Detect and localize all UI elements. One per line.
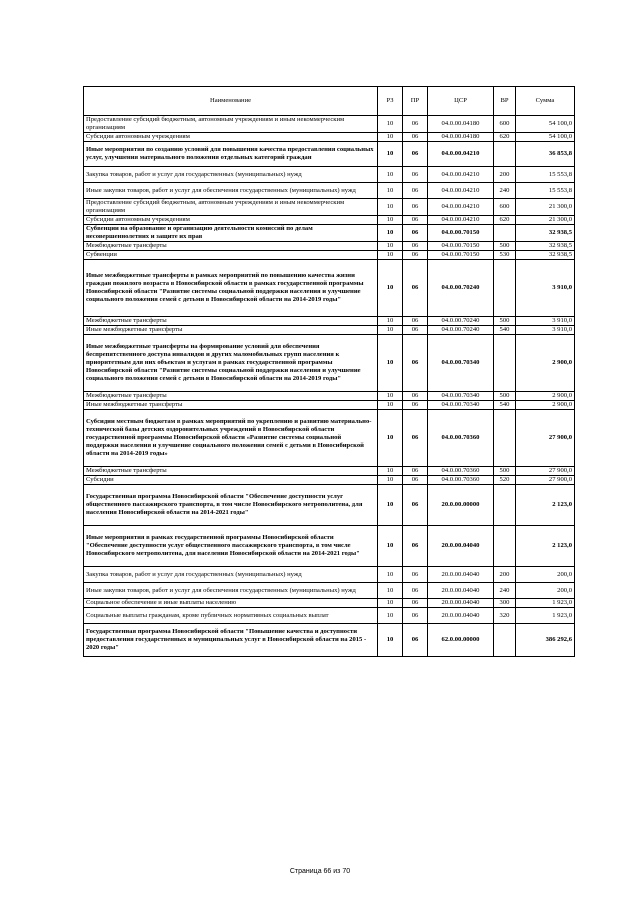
cell-sum: 3 910,0 <box>516 317 575 326</box>
table-row <box>84 116 575 133</box>
cell-rz: 10 <box>378 608 403 624</box>
table-row <box>84 485 575 526</box>
cell-vr: 540 <box>494 401 516 410</box>
cell-rz: 10 <box>378 216 403 225</box>
cell-csr: 04.0.00.04210 <box>428 142 494 167</box>
cell-name: Субсидии автономным учреждениям <box>84 216 378 225</box>
cell-pr: 06 <box>403 216 428 225</box>
header-csr: ЦСР <box>428 87 494 116</box>
cell-pr: 06 <box>403 583 428 599</box>
cell-pr: 06 <box>403 624 428 657</box>
cell-pr: 06 <box>403 485 428 526</box>
cell-name: Межбюджетные трансферты <box>84 317 378 326</box>
cell-vr: 200 <box>494 567 516 583</box>
cell-rz: 10 <box>378 142 403 167</box>
cell-vr: 500 <box>494 242 516 251</box>
cell-csr: 04.0.00.70360 <box>428 467 494 476</box>
table-row <box>84 401 575 410</box>
cell-csr: 04.0.00.04180 <box>428 116 494 133</box>
table-row <box>84 167 575 183</box>
cell-vr: 520 <box>494 476 516 485</box>
cell-csr: 04.0.00.70360 <box>428 476 494 485</box>
cell-csr: 04.0.00.70150 <box>428 251 494 260</box>
cell-vr: 500 <box>494 317 516 326</box>
cell-csr: 20.0.00.00000 <box>428 485 494 526</box>
cell-sum: 3 910,0 <box>516 326 575 335</box>
cell-vr <box>494 335 516 392</box>
cell-name: Субсидии <box>84 476 378 485</box>
cell-sum: 2 123,0 <box>516 485 575 526</box>
header-rz: РЗ <box>378 87 403 116</box>
cell-pr: 06 <box>403 142 428 167</box>
cell-rz: 10 <box>378 392 403 401</box>
budget-table <box>83 86 575 657</box>
cell-vr <box>494 225 516 242</box>
table-row <box>84 599 575 608</box>
cell-csr: 04.0.00.04210 <box>428 199 494 216</box>
cell-name: Субвенции на образование и организацию деятельности комиссий по делам несовершеннолетних и защите их прав <box>84 225 378 242</box>
cell-csr: 04.0.00.04210 <box>428 216 494 225</box>
cell-rz: 10 <box>378 242 403 251</box>
table-row <box>84 476 575 485</box>
table-row <box>84 133 575 142</box>
table-row <box>84 392 575 401</box>
cell-csr: 20.0.00.04040 <box>428 583 494 599</box>
cell-rz: 10 <box>378 199 403 216</box>
cell-sum: 386 292,6 <box>516 624 575 657</box>
cell-rz: 10 <box>378 326 403 335</box>
table-row <box>84 410 575 467</box>
table-row <box>84 608 575 624</box>
cell-pr: 06 <box>403 167 428 183</box>
cell-csr: 62.0.00.00000 <box>428 624 494 657</box>
cell-csr: 04.0.00.70240 <box>428 317 494 326</box>
cell-pr: 06 <box>403 608 428 624</box>
cell-sum: 200,0 <box>516 583 575 599</box>
cell-pr: 06 <box>403 476 428 485</box>
cell-pr: 06 <box>403 317 428 326</box>
cell-pr: 06 <box>403 526 428 567</box>
cell-vr: 540 <box>494 326 516 335</box>
cell-pr: 06 <box>403 410 428 467</box>
cell-rz: 10 <box>378 133 403 142</box>
cell-pr: 06 <box>403 326 428 335</box>
table-row <box>84 199 575 216</box>
cell-pr: 06 <box>403 225 428 242</box>
cell-rz: 10 <box>378 467 403 476</box>
cell-name: Государственная программа Новосибирской области "Обеспечение доступности услуг общественного пассажирского транспорта, в том числе Новосибирского метрополитена, для населения Новосибирской области на 2014-2021 годы" <box>84 485 378 526</box>
cell-csr: 20.0.00.04040 <box>428 567 494 583</box>
cell-pr: 06 <box>403 567 428 583</box>
cell-csr: 20.0.00.04040 <box>428 599 494 608</box>
cell-pr: 06 <box>403 199 428 216</box>
cell-rz: 10 <box>378 583 403 599</box>
cell-rz: 10 <box>378 116 403 133</box>
cell-name: Иные межбюджетные трансферты в рамках мероприятий по повышению качества жизни граждан пожилого возраста в Новосибирской области в рамках государственной программы Новосибирской области "Развитие системы социальной поддержки населения и улучшение социального положения семей с детьми в Новосибирской области на 2014-2019 годы" <box>84 260 378 317</box>
cell-sum: 15 553,8 <box>516 167 575 183</box>
cell-pr: 06 <box>403 133 428 142</box>
table-row <box>84 183 575 199</box>
table-row <box>84 624 575 657</box>
table-row <box>84 326 575 335</box>
cell-csr: 04.0.00.04210 <box>428 167 494 183</box>
cell-name: Иные мероприятия по созданию условий для повышения качества предоставления социальных услуг, улучшения материального положения отдельных категорий граждан <box>84 142 378 167</box>
cell-name: Межбюджетные трансферты <box>84 467 378 476</box>
table-row <box>84 142 575 167</box>
cell-csr: 04.0.00.70340 <box>428 401 494 410</box>
cell-name: Субсидии местным бюджетам в рамках мероприятий по укреплению и развитию материально-технической базы детских оздоровительных учреждений в Новосибирской области государственной программы Новосибирской области «Развитие системы социальной поддержки населения и улучшение социального положения семей с детьми в Новосибирской области на 2014-2019 годы» <box>84 410 378 467</box>
cell-csr: 04.0.00.70360 <box>428 410 494 467</box>
cell-pr: 06 <box>403 599 428 608</box>
cell-vr <box>494 624 516 657</box>
table-row <box>84 216 575 225</box>
cell-vr: 240 <box>494 183 516 199</box>
cell-vr: 500 <box>494 467 516 476</box>
cell-name: Субвенции <box>84 251 378 260</box>
cell-pr: 06 <box>403 467 428 476</box>
cell-vr: 600 <box>494 116 516 133</box>
cell-pr: 06 <box>403 401 428 410</box>
cell-sum: 21 300,0 <box>516 216 575 225</box>
cell-csr: 04.0.00.70340 <box>428 392 494 401</box>
cell-vr: 240 <box>494 583 516 599</box>
cell-sum: 2 900,0 <box>516 335 575 392</box>
table-row <box>84 260 575 317</box>
cell-rz: 10 <box>378 567 403 583</box>
cell-rz: 10 <box>378 167 403 183</box>
cell-vr <box>494 260 516 317</box>
cell-sum: 2 123,0 <box>516 526 575 567</box>
cell-csr: 04.0.00.70240 <box>428 260 494 317</box>
cell-csr: 20.0.00.04040 <box>428 608 494 624</box>
cell-pr: 06 <box>403 183 428 199</box>
cell-rz: 10 <box>378 624 403 657</box>
cell-sum: 200,0 <box>516 567 575 583</box>
cell-rz: 10 <box>378 526 403 567</box>
cell-vr: 620 <box>494 216 516 225</box>
cell-vr: 500 <box>494 392 516 401</box>
cell-rz: 10 <box>378 183 403 199</box>
page-number: Страница 66 из 70 <box>289 868 351 875</box>
cell-name: Иные закупки товаров, работ и услуг для обеспечения государственных (муниципальных) нужд <box>84 183 378 199</box>
cell-csr: 04.0.00.70150 <box>428 242 494 251</box>
cell-rz: 10 <box>378 317 403 326</box>
cell-name: Иные мероприятия в рамках государственной программы Новосибирской области "Обеспечение доступности услуг общественного пассажирского транспорта, в том числе Новосибирского метрополитена, для населения Новосибирской области на 2014-2021 годы" <box>84 526 378 567</box>
cell-name: Государственная программа Новосибирской области "Повышение качества и доступности предоставления государственных и муниципальных услуг в Новосибирской области на 2015 - 2020 годы" <box>84 624 378 657</box>
table-header-row <box>84 87 575 116</box>
cell-sum: 21 300,0 <box>516 199 575 216</box>
cell-name: Межбюджетные трансферты <box>84 392 378 401</box>
cell-pr: 06 <box>403 260 428 317</box>
cell-csr: 04.0.00.04180 <box>428 133 494 142</box>
cell-sum: 27 900,0 <box>516 410 575 467</box>
cell-name: Межбюджетные трансферты <box>84 242 378 251</box>
cell-csr: 04.0.00.70240 <box>428 326 494 335</box>
cell-rz: 10 <box>378 599 403 608</box>
cell-vr: 620 <box>494 133 516 142</box>
cell-rz: 10 <box>378 251 403 260</box>
header-sum: Сумма <box>516 87 575 116</box>
cell-vr <box>494 410 516 467</box>
cell-vr <box>494 526 516 567</box>
cell-vr: 320 <box>494 608 516 624</box>
cell-csr: 04.0.00.70340 <box>428 335 494 392</box>
cell-name: Социальные выплаты гражданам, кроме публичных нормативных социальных выплат <box>84 608 378 624</box>
table-row <box>84 242 575 251</box>
cell-name: Предоставление субсидий бюджетным, автономным учреждениям и иным некоммерческим организациям <box>84 199 378 216</box>
cell-name: Субсидии автономным учреждениям <box>84 133 378 142</box>
cell-rz: 10 <box>378 225 403 242</box>
cell-name: Социальное обеспечение и иные выплаты населению <box>84 599 378 608</box>
cell-rz: 10 <box>378 260 403 317</box>
cell-sum: 32 938,5 <box>516 251 575 260</box>
cell-name: Закупка товаров, работ и услуг для государственных (муниципальных) нужд <box>84 567 378 583</box>
cell-rz: 10 <box>378 335 403 392</box>
cell-vr <box>494 485 516 526</box>
cell-sum: 2 900,0 <box>516 401 575 410</box>
cell-sum: 1 923,0 <box>516 599 575 608</box>
cell-sum: 27 900,0 <box>516 467 575 476</box>
cell-csr: 04.0.00.70150 <box>428 225 494 242</box>
cell-csr: 04.0.00.04210 <box>428 183 494 199</box>
cell-rz: 10 <box>378 410 403 467</box>
cell-sum: 54 100,0 <box>516 133 575 142</box>
cell-vr: 300 <box>494 599 516 608</box>
cell-sum: 3 910,0 <box>516 260 575 317</box>
cell-sum: 54 100,0 <box>516 116 575 133</box>
table-row <box>84 467 575 476</box>
cell-vr: 530 <box>494 251 516 260</box>
cell-sum: 2 900,0 <box>516 392 575 401</box>
cell-rz: 10 <box>378 401 403 410</box>
table-row <box>84 251 575 260</box>
table-row <box>84 317 575 326</box>
cell-pr: 06 <box>403 335 428 392</box>
cell-vr <box>494 142 516 167</box>
cell-name: Иные закупки товаров, работ и услуг для обеспечения государственных (муниципальных) нужд <box>84 583 378 599</box>
cell-name: Иные межбюджетные трансферты <box>84 326 378 335</box>
header-vr: ВР <box>494 87 516 116</box>
cell-sum: 1 923,0 <box>516 608 575 624</box>
header-pr: ПР <box>403 87 428 116</box>
cell-name: Предоставление субсидий бюджетным, автономным учреждениям и иным некоммерческим организациям <box>84 116 378 133</box>
budget-table-container <box>83 86 574 657</box>
table-row <box>84 567 575 583</box>
cell-vr: 200 <box>494 167 516 183</box>
table-row <box>84 225 575 242</box>
cell-rz: 10 <box>378 476 403 485</box>
cell-sum: 32 938,5 <box>516 242 575 251</box>
header-name: Наименование <box>84 87 378 116</box>
table-row <box>84 526 575 567</box>
table-body <box>84 116 575 657</box>
table-row <box>84 583 575 599</box>
cell-name: Иные межбюджетные трансферты на формирование условий для обеспечения беспрепятственного доступа инвалидов и других маломобильных групп населения к приоритетным для них объектам и услугам в рамках государственной программы Новосибирской области "Развитие системы социальной поддержки населения и улучшение социального положения семей с детьми в Новосибирской области на 2014-2019 годы" <box>84 335 378 392</box>
cell-pr: 06 <box>403 242 428 251</box>
cell-sum: 27 900,0 <box>516 476 575 485</box>
cell-pr: 06 <box>403 392 428 401</box>
cell-sum: 36 853,8 <box>516 142 575 167</box>
cell-name: Иные межбюджетные трансферты <box>84 401 378 410</box>
cell-sum: 15 553,8 <box>516 183 575 199</box>
cell-csr: 20.0.00.04040 <box>428 526 494 567</box>
cell-sum: 32 938,5 <box>516 225 575 242</box>
cell-name: Закупка товаров, работ и услуг для государственных (муниципальных) нужд <box>84 167 378 183</box>
cell-rz: 10 <box>378 485 403 526</box>
cell-pr: 06 <box>403 251 428 260</box>
cell-pr: 06 <box>403 116 428 133</box>
table-row <box>84 335 575 392</box>
cell-vr: 600 <box>494 199 516 216</box>
